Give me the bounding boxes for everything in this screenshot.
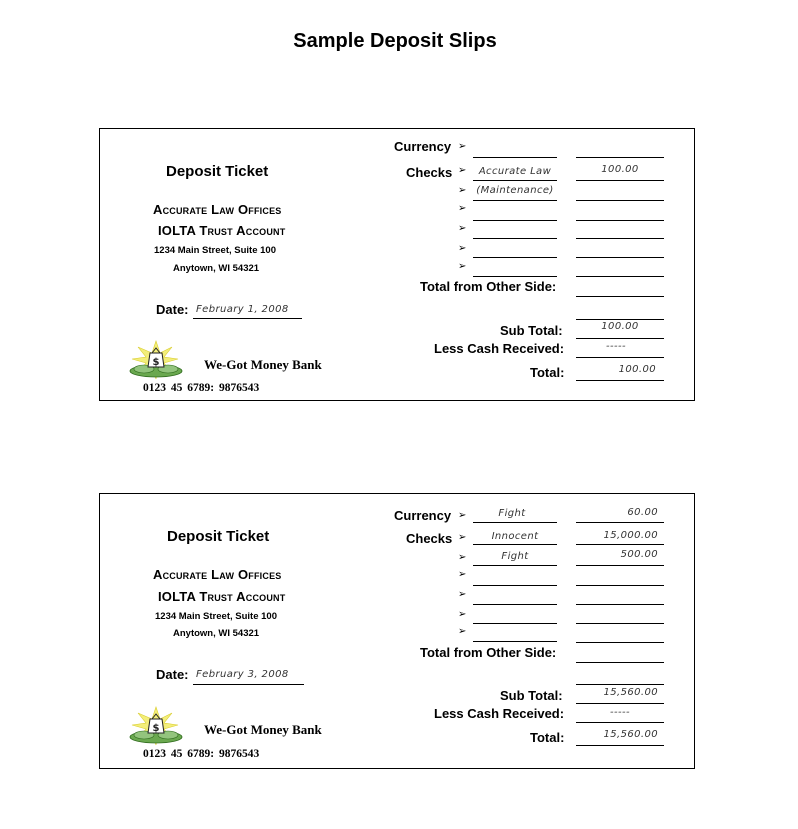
date-label: Date: [156,667,189,682]
check-description: Innocent [491,531,539,542]
subtotal-value: 15,560.00 [603,687,658,698]
currency-label: Currency [394,508,452,523]
check-amount-line [576,220,664,221]
total-value: 15,560.00 [603,729,658,740]
check-amount: 500.00 [620,549,658,560]
date-line [193,318,302,319]
check-amount-line [576,238,664,239]
address-line-2: Anytown, WI 54321 [173,628,260,639]
ticket-title: Deposit Ticket [167,528,270,545]
check-desc-line [473,544,557,545]
check-description: Accurate Law [478,166,552,177]
check-desc-line [473,623,557,624]
ticket-title: Deposit Ticket [166,163,269,180]
less-cash-line [576,722,664,723]
account-name: IOLTA Trust Account [158,589,286,604]
check-desc-line [473,565,557,566]
date-label: Date: [156,302,189,317]
firm-name: Accurate Law Offices [153,202,282,217]
date-value: February 3, 2008 [196,669,289,680]
currency-desc-line [473,522,557,523]
check-amount: 15,000.00 [603,530,658,541]
arrow-icon: ➢ [458,243,467,254]
date-value: February 1, 2008 [196,304,289,315]
check-amount-line [576,585,664,586]
check-desc-line [473,238,557,239]
blank-amount-line [576,319,664,320]
page-title: Sample Deposit Slips [293,30,497,52]
arrow-icon: ➢ [458,626,467,637]
less-cash-line [576,357,664,358]
check-amount-line [576,604,664,605]
arrow-icon: ➢ [458,609,467,620]
currency-label: Currency [394,139,452,154]
deposit-slip-2 [99,493,695,769]
check-amount-line [576,544,664,545]
bank-logo-icon [126,705,186,747]
currency-amount-line [576,157,664,158]
currency-description: Fight [498,508,526,519]
arrow-icon: ➢ [458,589,467,600]
bank-name: We-Got Money Bank [204,722,322,737]
currency-amount: 60.00 [627,507,658,518]
total-label: Total: [530,730,565,745]
currency-desc-line [473,157,557,158]
arrow-icon: ➢ [458,165,467,176]
total-value: 100.00 [618,364,656,375]
check-amount-line [576,642,664,643]
check-amount-line [576,257,664,258]
arrow-icon: ➢ [458,569,467,580]
svg-text:$: $ [152,723,160,734]
less-cash-value: ----- [605,341,627,352]
total-other-side-line [576,296,664,297]
currency-amount-line [576,522,664,523]
subtotal-line [576,703,664,704]
blank-amount-line [576,684,664,685]
total-line [576,380,664,381]
check-desc-line [473,585,557,586]
arrow-icon: ➢ [458,552,467,563]
address-line-1: 1234 Main Street, Suite 100 [154,245,276,256]
total-label: Total: [530,365,565,380]
check-amount-line [576,276,664,277]
subtotal-line [576,338,664,339]
arrow-icon: ➢ [458,141,467,152]
check-amount-line [576,200,664,201]
subtotal-label: Sub Total: [500,688,563,703]
checks-label: Checks [406,165,453,180]
check-desc-line [473,200,557,201]
firm-name: Accurate Law Offices [153,567,282,582]
check-description: (Maintenance) [476,185,554,196]
check-desc-line [473,641,557,642]
check-amount-line [576,623,664,624]
routing-number: 0123 45 6789: 9876543 [143,748,260,760]
check-amount: 100.00 [601,164,639,175]
svg-text:$: $ [152,357,160,368]
total-line [576,745,664,746]
address-line-1: 1234 Main Street, Suite 100 [155,611,277,622]
arrow-icon: ➢ [458,223,467,234]
total-other-side-label: Total from Other Side: [420,279,557,294]
check-desc-line [473,257,557,258]
check-description: Fight [501,551,529,562]
check-desc-line [473,220,557,221]
bank-name: We-Got Money Bank [204,357,322,372]
total-other-side-line [576,662,664,663]
arrow-icon: ➢ [458,510,467,521]
check-desc-line [473,276,557,277]
check-desc-line [473,180,557,181]
arrow-icon: ➢ [458,185,467,196]
arrow-icon: ➢ [458,261,467,272]
checks-label: Checks [406,531,453,546]
routing-number: 0123 45 6789: 9876543 [143,382,260,394]
account-name: IOLTA Trust Account [158,223,286,238]
less-cash-label: Less Cash Received: [434,706,565,721]
arrow-icon: ➢ [458,203,467,214]
subtotal-value: 100.00 [601,321,639,332]
deposit-slip-1 [99,128,695,401]
less-cash-value: ----- [609,707,631,718]
less-cash-label: Less Cash Received: [434,341,565,356]
total-other-side-label: Total from Other Side: [420,645,557,660]
check-desc-line [473,604,557,605]
subtotal-label: Sub Total: [500,323,563,338]
check-amount-line [576,180,664,181]
address-line-2: Anytown, WI 54321 [173,263,260,274]
bank-logo-icon [126,339,186,381]
check-amount-line [576,565,664,566]
arrow-icon: ➢ [458,532,467,543]
date-line [193,684,304,685]
